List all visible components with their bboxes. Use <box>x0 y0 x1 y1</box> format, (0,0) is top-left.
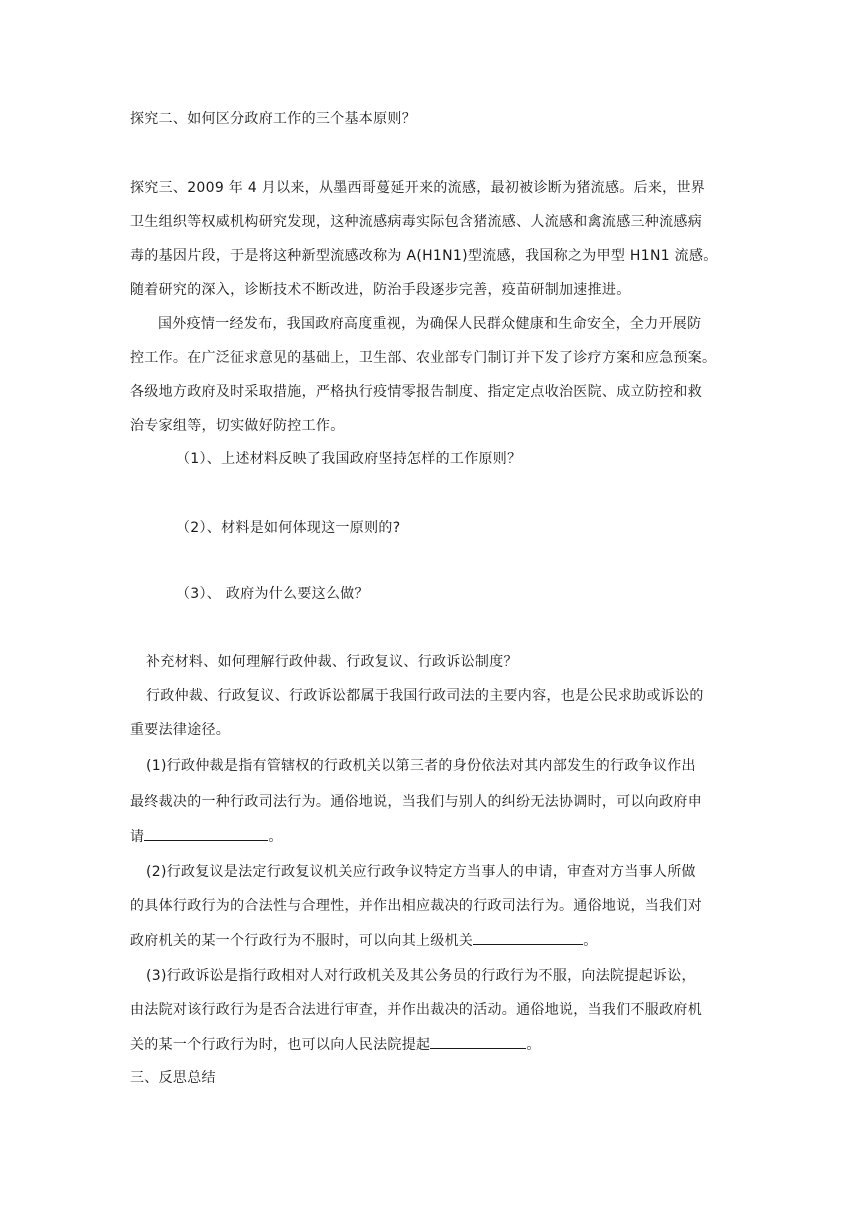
item-3-answer-line <box>130 1034 541 1055</box>
paragraph-line: 各级地方政府及时采取措施，严格执行疫情零报告制度、指定定点收治医院、成立防控和救 <box>130 384 702 400</box>
paragraph-line: 治专家组等，切实做好防控工作。 <box>130 418 345 434</box>
paragraph-line: 毒的基因片段，于是将这种新型流感改称为 A(H1N1)型流感，我国称之为甲型 H1N1 流感。 <box>130 248 718 264</box>
item-2-blank[interactable] <box>473 930 583 945</box>
reflection-heading: 三、反思总结 <box>130 1070 216 1086</box>
item-1-blank[interactable] <box>144 826 268 841</box>
item-2-line: 的具体行政行为的合法性与合理性，并作出相应裁决的行政司法行为。通俗地说，当我们对 <box>130 898 702 914</box>
paragraph-line: 国外疫情一经发布，我国政府高度重视，为确保人民群众健康和生命安全，全力开展防 <box>158 316 702 332</box>
question-1: （1）、上述材料反映了我国政府坚持怎样的工作原则？ <box>176 451 522 467</box>
question-2: （2）、材料是如何体现这一原则的? <box>176 520 401 536</box>
question-3: （3）、 政府为什么要这么做？ <box>176 586 369 602</box>
section-2-heading: 探究二、如何区分政府工作的三个基本原则？ <box>130 111 416 127</box>
supplement-intro-line: 重要法律途径。 <box>130 722 231 738</box>
item-1-line: 最终裁决的一种行政司法行为。通俗地说，当我们与别人的纠纷无法协调时，可以向政府申 <box>130 794 702 810</box>
item-2-end: 。 <box>583 933 598 949</box>
paragraph-line: 控工作。在广泛征求意见的基础上，卫生部、农业部专门制订并下发了诊疗方案和应急预案。 <box>130 350 717 366</box>
item-1-text: 请 <box>130 829 145 845</box>
item-3-line: (3)行政诉讼是指行政相对人对行政机关及其公务员的行政行为不服，向法院提起诉讼， <box>146 968 696 984</box>
paragraph-line: 随着研究的深入，诊断技术不断改进，防治手段逐步完善，疫苗研制加速推进。 <box>130 282 631 298</box>
item-2-text: 政府机关的某一个行政行为不服时，可以向其上级机关 <box>130 933 474 949</box>
item-2-line: (2)行政复议是法定行政复议机关应行政争议特定方当事人的申请，审查对方当事人所做 <box>146 864 696 880</box>
item-3-end: 。 <box>526 1037 541 1053</box>
item-1-line: (1)行政仲裁是指有管辖权的行政机关以第三者的身份依法对其内部发生的行政争议作出 <box>146 758 696 774</box>
item-1-answer-line <box>130 826 283 847</box>
item-3-line: 由法院对该行政行为是否合法进行审查，并作出裁决的活动。通俗地说，当我们不服政府机 <box>130 1002 702 1018</box>
paragraph-line: 探究三、2009 年 4 月以来，从墨西哥蔓延开来的流感，最初被诊断为猪流感。后来，世界 <box>130 180 706 196</box>
item-1-end: 。 <box>268 829 283 845</box>
item-3-text: 关的某一个行政行为时，也可以向人民法院提起 <box>130 1037 431 1053</box>
item-2-answer-line <box>130 930 598 951</box>
supplement-intro-line: 行政仲裁、行政复议、行政诉讼都属于我国行政司法的主要内容，也是公民求助或诉讼的 <box>146 688 704 704</box>
supplement-title: 补充材料、如何理解行政仲裁、行政复议、行政诉讼制度？ <box>146 654 518 670</box>
item-3-blank[interactable] <box>430 1034 526 1049</box>
paragraph-line: 卫生组织等权威机构研究发现，这种流感病毒实际包含猪流感、人流感和禽流感三种流感病 <box>130 214 702 230</box>
